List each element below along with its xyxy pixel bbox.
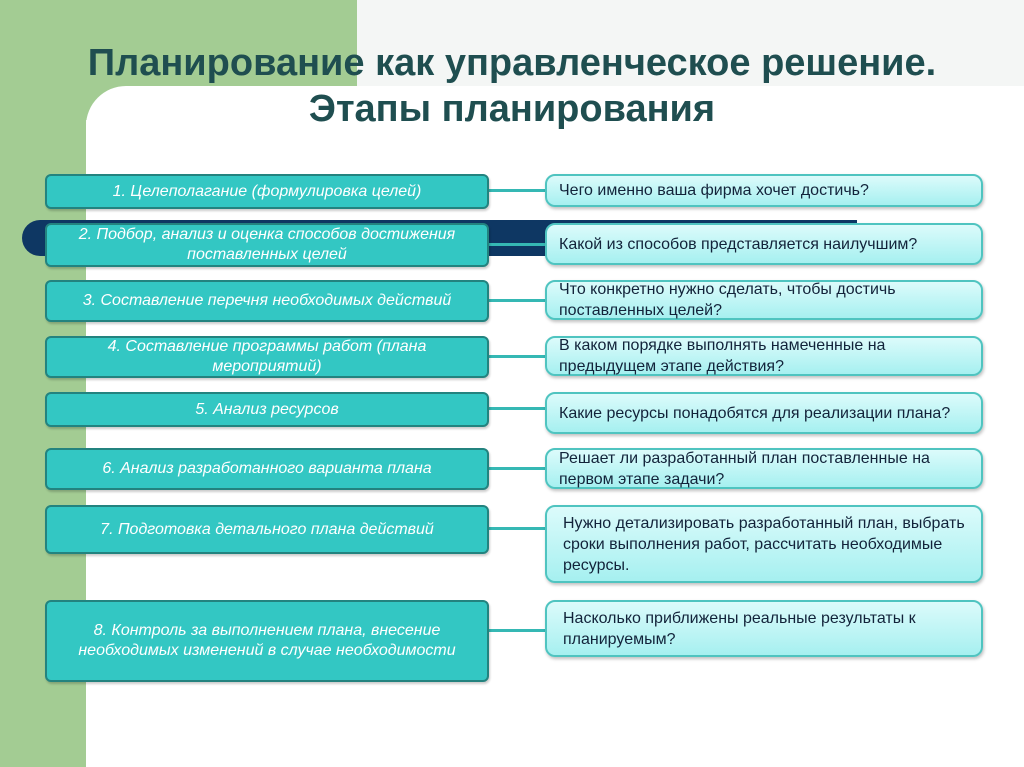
- connector-line: [489, 299, 545, 302]
- connector-line: [489, 527, 545, 530]
- question-box: [545, 336, 983, 376]
- question-box: [545, 223, 983, 265]
- step-label: 4. Составление программы работ (плана мероприятий): [107, 338, 427, 375]
- question-box: [545, 600, 983, 657]
- question-text: Какие ресурсы понадобятся для реализации плана?: [559, 404, 951, 422]
- question-text: Чего именно ваша фирма хочет достичь?: [559, 182, 869, 199]
- question-text: Что конкретно нужно сделать, чтобы достичь поставленных целей?: [559, 281, 896, 319]
- question-box: [545, 392, 983, 434]
- step-box: [45, 600, 489, 682]
- step-box: [45, 505, 489, 554]
- step-box: [45, 280, 489, 322]
- question-box: [545, 448, 983, 489]
- step-label: 1. Целеполагание (формулировка целей): [112, 182, 422, 200]
- title-line-2: Этапы планирования: [308, 88, 716, 130]
- step-label: 3. Составление перечня необходимых действий: [82, 292, 452, 309]
- step-label: 2. Подбор, анализ и оценка способов достижения поставленных целей: [78, 226, 456, 263]
- question-text: Решает ли разработанный план поставленные на первом этапе задачи?: [559, 449, 930, 488]
- question-text: Насколько приближены реальные результаты к планируемым?: [563, 609, 916, 648]
- connector-line: [489, 407, 545, 410]
- slide-title: [0, 40, 1024, 132]
- step-box: [45, 223, 489, 267]
- title-line-1: Планирование как управленческое решение.: [87, 42, 937, 84]
- question-text: В каком порядке выполнять намеченные на предыдущем этапе действия?: [559, 337, 886, 375]
- step-label: 7. Подготовка детального плана действий: [100, 520, 434, 538]
- step-box: [45, 392, 489, 427]
- question-text: Какой из способов представляется наилучшим?: [559, 235, 918, 253]
- question-box: [545, 280, 983, 320]
- question-box: [545, 505, 983, 583]
- connector-line: [489, 467, 545, 470]
- step-label: 6. Анализ разработанного варианта плана: [102, 460, 432, 477]
- question-box: [545, 174, 983, 207]
- step-box: [45, 174, 489, 209]
- connector-line: [489, 629, 545, 632]
- step-label: 8. Контроль за выполнением плана, внесение необходимых изменений в случае необходимости: [78, 622, 456, 659]
- connector-line: [489, 189, 545, 192]
- connector-line: [489, 355, 545, 358]
- step-box: [45, 448, 489, 490]
- question-text: Нужно детализировать разработанный план, выбрать сроки выполнения работ, рассчитать необходимые ресурсы.: [563, 514, 965, 574]
- step-label: 5. Анализ ресурсов: [195, 400, 339, 418]
- connector-line: [489, 243, 545, 246]
- step-box: [45, 336, 489, 378]
